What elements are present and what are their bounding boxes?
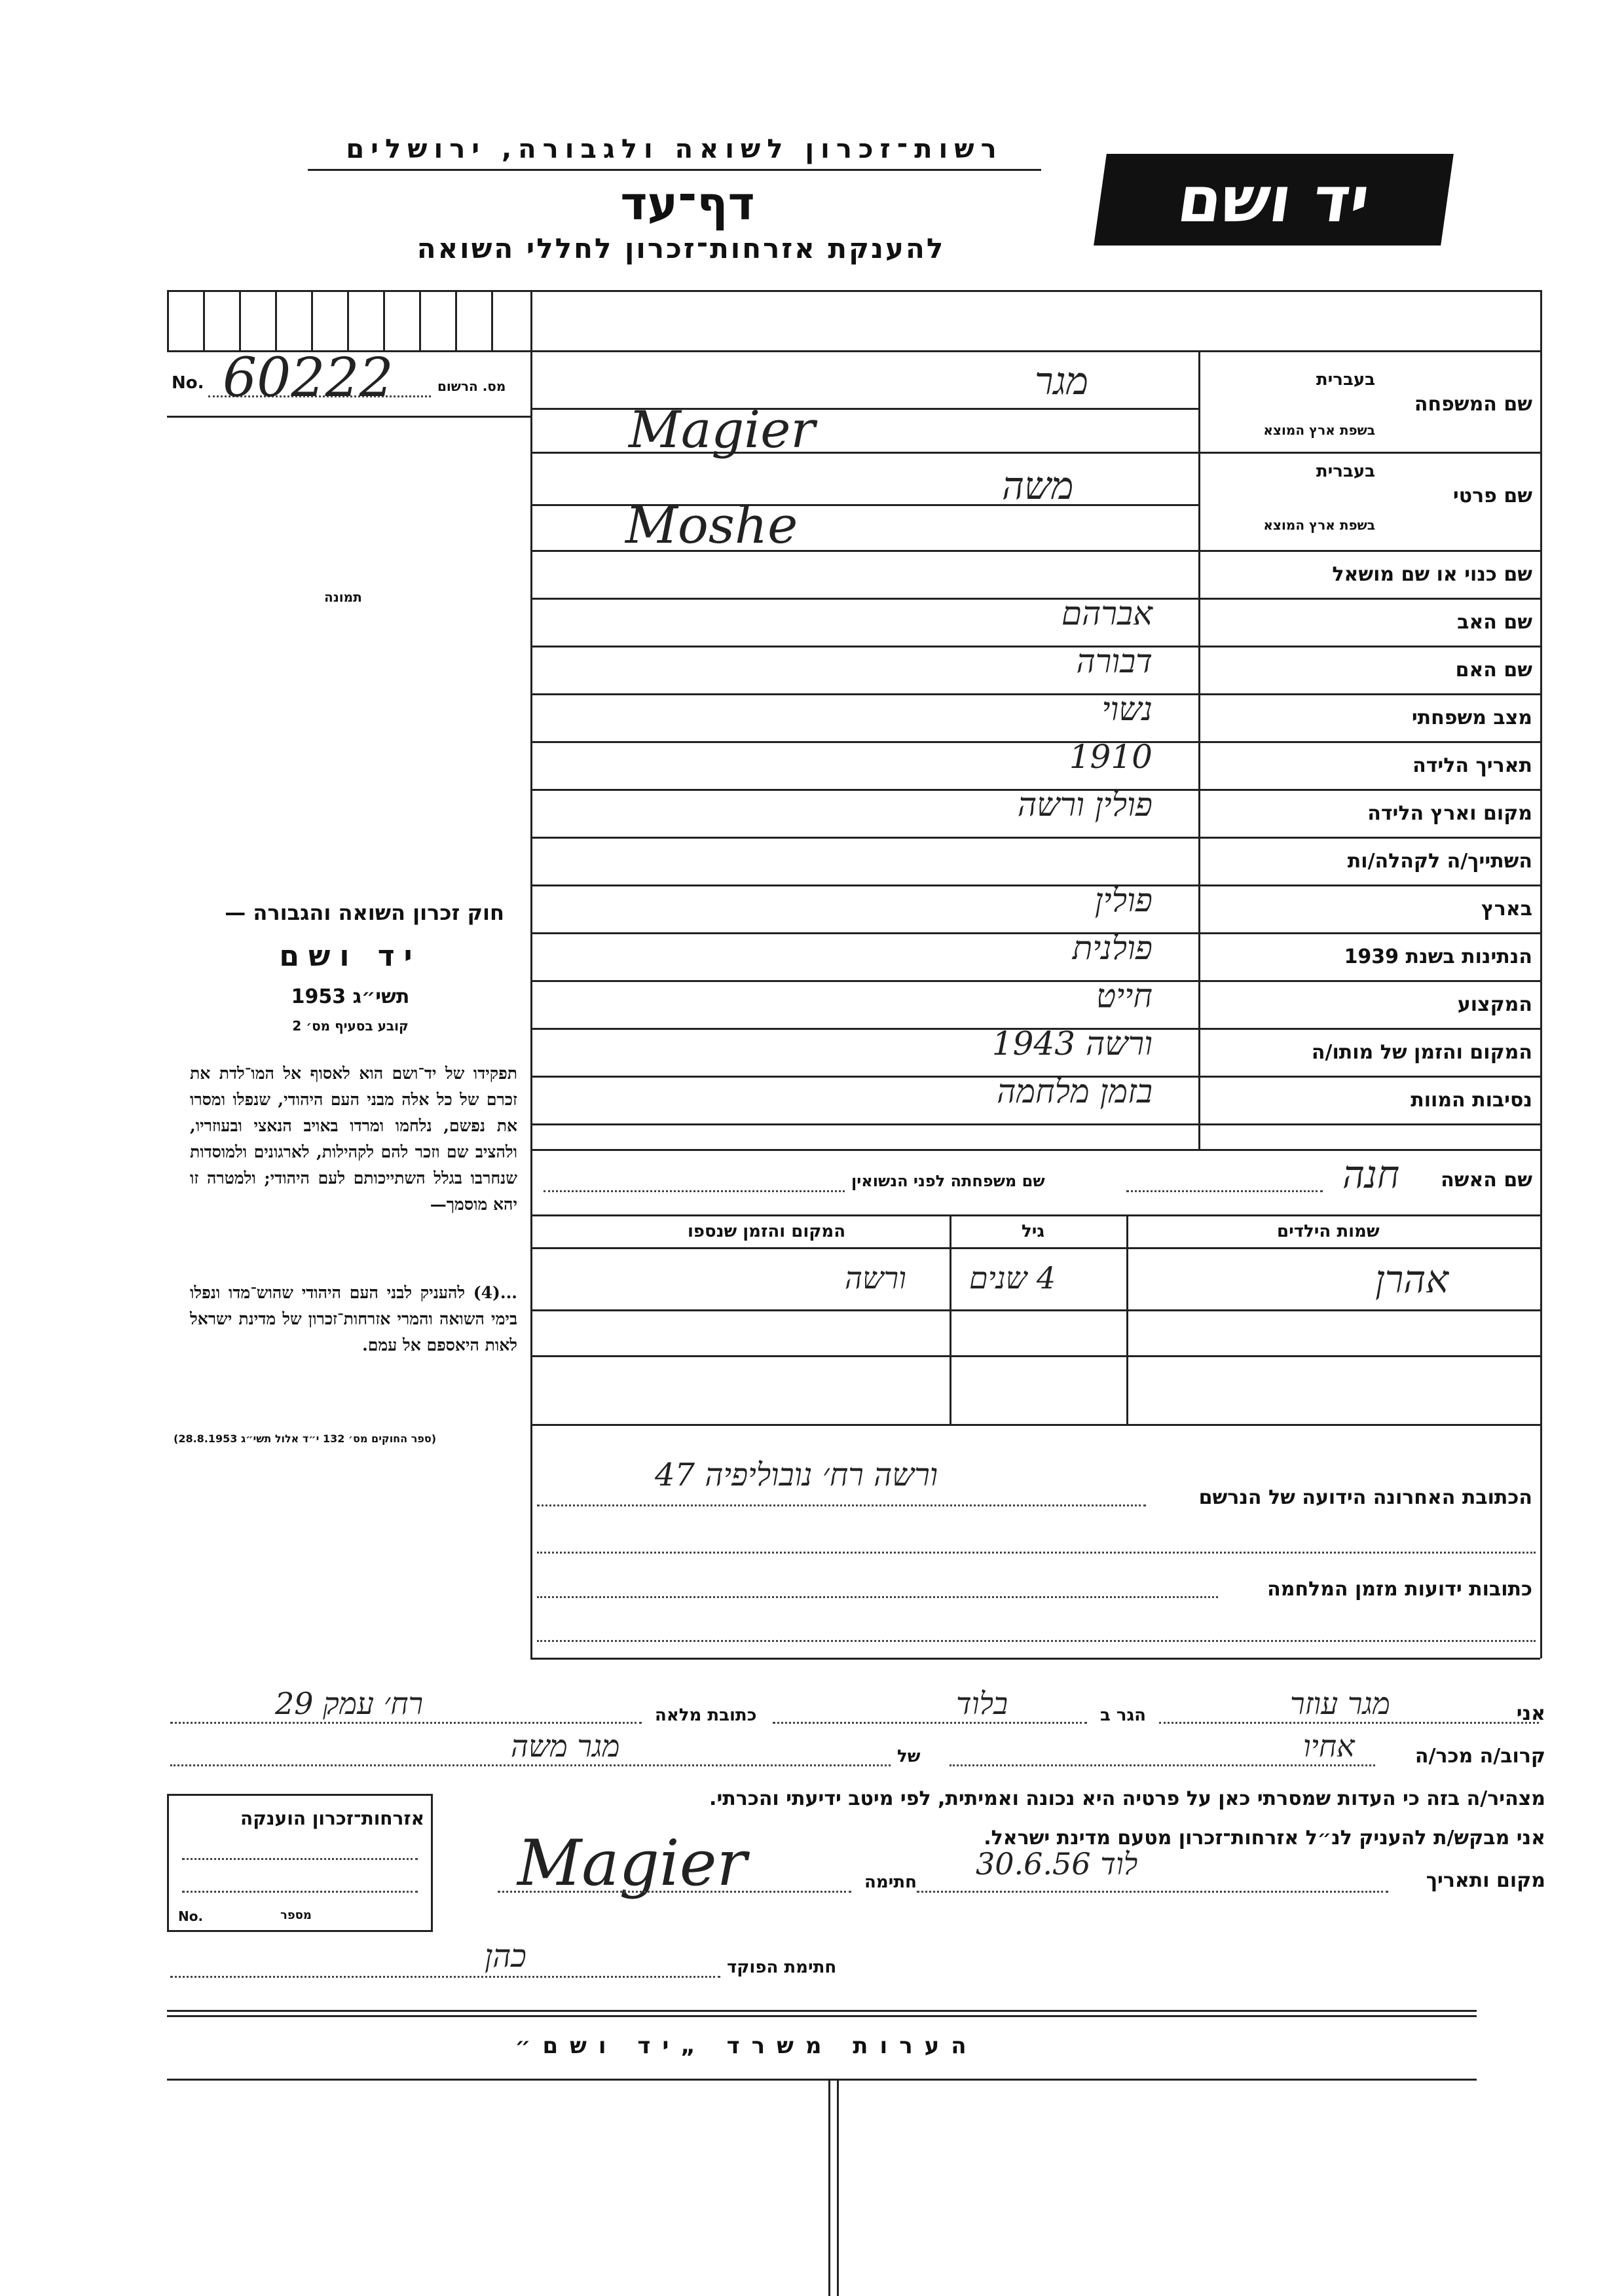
frame-left-top bbox=[167, 290, 169, 350]
photo-label: תמונה bbox=[324, 589, 362, 605]
form-subtitle: להענקת אזרחות־זכרון לחללי השואה bbox=[416, 232, 946, 264]
row-label: המקום והזמן של מותו/ה bbox=[1311, 1041, 1532, 1064]
row-label: השתייך/ה לקהלה/ות bbox=[1347, 850, 1532, 873]
row-label: בארץ bbox=[1481, 898, 1532, 920]
declarant-lives-label: הגר ב bbox=[1100, 1705, 1147, 1725]
row-label: שם האב bbox=[1457, 611, 1532, 634]
authority-underline bbox=[308, 169, 1041, 171]
wife-value: חנה bbox=[1342, 1152, 1400, 1197]
place-date-value: לוד 30.6.56 bbox=[976, 1846, 1138, 1882]
law-paragraph-2: ...(4) להעניק לבני העם היהודי שהוש־מדו ונפלו בימי השואה והמרי אזרחות־זכרון של מדינת ישראל לאות היאספם אל עמם. bbox=[190, 1283, 517, 1355]
children-header-place: המקום והזמן שנספו bbox=[688, 1222, 846, 1241]
row-value: דבורה bbox=[1076, 642, 1153, 680]
row-label: מצב משפחתי bbox=[1411, 706, 1532, 729]
row-value: 1910 bbox=[1069, 738, 1153, 776]
family-name-label: שם המשפחה bbox=[1414, 393, 1532, 416]
family-name-local-sub: בשפת ארץ המוצא bbox=[1263, 422, 1375, 438]
child-place: ורשה bbox=[845, 1260, 906, 1296]
declarant-of-label: של bbox=[897, 1747, 921, 1766]
citizenship-box-no-label: No. bbox=[178, 1908, 204, 1924]
row-label: שם כנוי או שם מושאל bbox=[1332, 563, 1532, 586]
row-label: נסיבות המוות bbox=[1411, 1089, 1532, 1112]
officer-signature-value: כהן bbox=[485, 1938, 526, 1975]
law-name: יד ושם bbox=[279, 939, 422, 973]
row-value: נשוי bbox=[1101, 690, 1153, 728]
law-year: תשי״ג 1953 bbox=[291, 985, 410, 1008]
authority-line: רשות־זכרון לשואה ולגבורה, ירושלים bbox=[346, 134, 1003, 164]
frame-right bbox=[1540, 290, 1542, 1658]
first-name-local-value: Moshe bbox=[625, 496, 798, 555]
row-value: פולין ורשה bbox=[1017, 786, 1153, 824]
office-notes-title: הערות משרד „יד ושם״ bbox=[515, 2033, 978, 2059]
signature-value: Magier bbox=[517, 1827, 747, 1900]
declarant-relation-label: קרוב/ה מכר/ה bbox=[1414, 1745, 1545, 1768]
law-source: (ספר החוקים מס׳ 132 י״ד אלול תשי״ג 28.8.1953) bbox=[174, 1432, 437, 1445]
place-date-label: מקום ותאריך bbox=[1426, 1869, 1545, 1892]
declarant-name-value: מגר עוזר bbox=[1290, 1686, 1390, 1721]
registration-no-value: 60222 bbox=[223, 347, 394, 409]
row-value: ורשה 1943 bbox=[991, 1025, 1153, 1063]
row-label: הנתינות בשנת 1939 bbox=[1344, 945, 1532, 968]
declarant-relation-value: אחיו bbox=[1303, 1728, 1355, 1764]
family-name-local-value: Magier bbox=[629, 401, 815, 460]
first-name-hebrew-sub: בעברית bbox=[1316, 462, 1375, 481]
citizenship-box-number-label: מספר bbox=[280, 1908, 312, 1922]
law-paragraph-1: תפקידו של יד־ושם הוא לאסוף אל המו־לדת את זכרם של כל אלה מבני העם היהודי, שנפלו ומסרו את נפשם, נלחמו ומרדו באויב הנאצי ובעוזריו, ולהציב שם וזכר להם לקהילות, לארגונים ולמוסדות שנחרבו בגלל השתייכותם לעם היהודי; ולמטרה זו יהא מוסמך— bbox=[190, 1064, 517, 1214]
frame-top bbox=[167, 290, 1542, 292]
row-value: אברהם bbox=[1061, 594, 1153, 632]
citizenship-granted-box bbox=[167, 1794, 433, 1932]
law-clause: קובע בסעיף מס׳ 2 bbox=[292, 1018, 409, 1034]
registration-no-label: No. bbox=[172, 373, 204, 393]
declarant-i-label: אני bbox=[1516, 1702, 1545, 1725]
registration-ms-label: מס. הרשום bbox=[437, 378, 506, 394]
citizenship-box-title: אזרחות־זכרון הוענקה bbox=[240, 1808, 424, 1829]
declarant-full-address-label: כתובת מלאה bbox=[655, 1705, 757, 1725]
family-name-hebrew-sub: בעברית bbox=[1316, 370, 1375, 390]
officer-signature-label: חתימת הפוקד bbox=[727, 1958, 837, 1977]
last-address-value: ורשה רח׳ נובוליפיה 47 bbox=[655, 1457, 938, 1493]
wife-maiden-label: שם משפחתה לפני הנשואין bbox=[851, 1172, 1045, 1190]
first-name-label: שם פרטי bbox=[1452, 484, 1532, 507]
wife-label: שם האשה bbox=[1441, 1169, 1532, 1192]
request-text: אני מבקש/ת להעניק לנ״ל אזרחות־זכרון מטעם מדינת ישראל. bbox=[984, 1827, 1545, 1850]
children-header-names: שמות הילדים bbox=[1277, 1222, 1380, 1241]
frame-center bbox=[530, 290, 532, 1658]
war-addresses-label: כתובות ידועות מזמן המלחמה bbox=[1267, 1578, 1532, 1601]
children-header-age: גיל bbox=[1022, 1222, 1045, 1241]
row-label: תאריך הלידה bbox=[1412, 754, 1532, 777]
last-address-label: הכתובת האחרונה הידועה של הנרשם bbox=[1198, 1486, 1532, 1509]
row-value: פולין bbox=[1094, 881, 1153, 919]
row-label: המקצוע bbox=[1457, 993, 1532, 1016]
yad-vashem-logo: יד ושם bbox=[1094, 154, 1454, 246]
first-name-local-sub: בשפת ארץ המוצא bbox=[1263, 517, 1375, 533]
child-name: אהרן bbox=[1375, 1257, 1449, 1302]
family-name-hebrew-value: מגר bbox=[1035, 359, 1089, 403]
row-value: בזמן מלחמה bbox=[997, 1072, 1153, 1110]
declaration-text: מצהיר/ה בזה כי העדות שמסרתי כאן על פרטיה היא נכונה ואמיתית, לפי מיטב ידיעתי והכרתי. bbox=[709, 1787, 1545, 1810]
law-heading: חוק זכרון השואה והגבורה — bbox=[225, 900, 504, 925]
declarant-lives-value: בלוד bbox=[956, 1686, 1008, 1721]
row-value: פולנית bbox=[1072, 929, 1153, 967]
child-age: 4 שנים bbox=[969, 1260, 1056, 1296]
row-value: חייט bbox=[1096, 977, 1153, 1015]
signature-label: חתימה bbox=[864, 1872, 917, 1892]
declarant-full-address-value: רח׳ עמק 29 bbox=[275, 1686, 424, 1721]
row-label: מקום וארץ הלידה bbox=[1367, 802, 1532, 825]
form-title: דף־עד bbox=[620, 177, 755, 230]
row-label: שם האם bbox=[1455, 659, 1532, 682]
declarant-of-value: מגר משה bbox=[511, 1728, 620, 1764]
first-name-hebrew-value: משה bbox=[1002, 464, 1074, 508]
